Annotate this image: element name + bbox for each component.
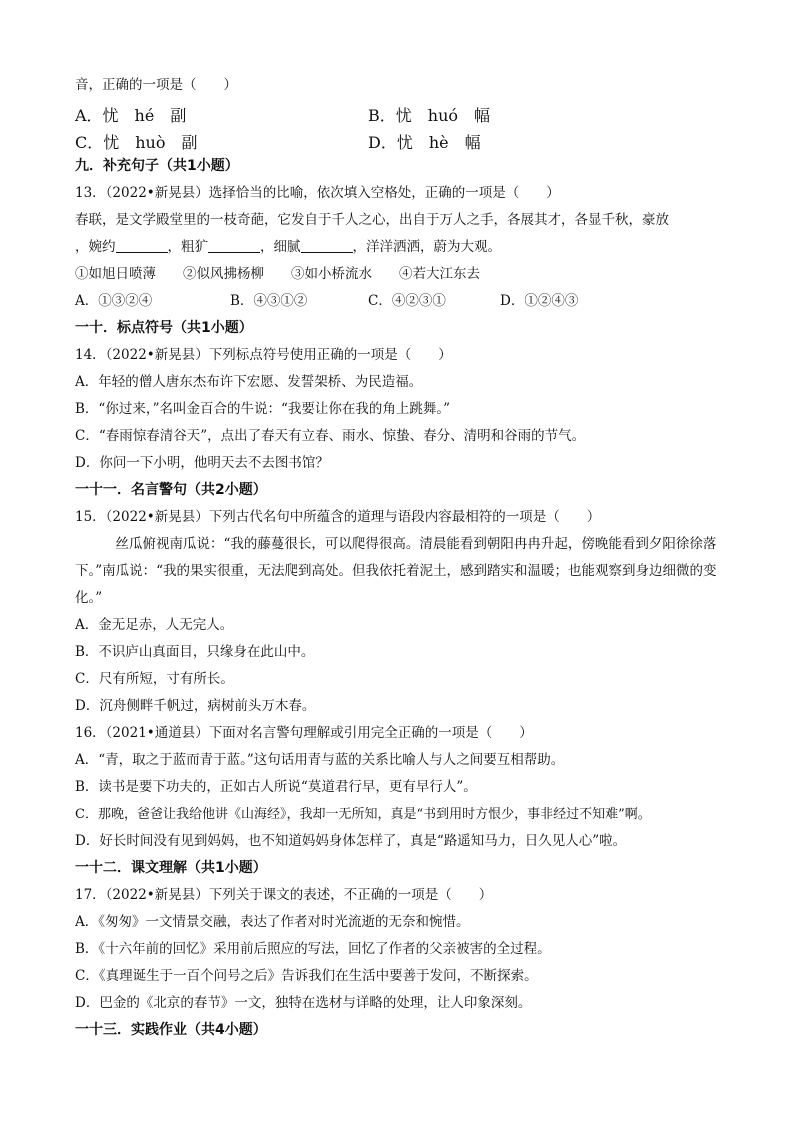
q12-options-row1: [75, 99, 725, 126]
q13-text-part-c: ，细腻: [260, 239, 301, 255]
q17-option-a[interactable]: A．《匆匆》一文情景交融，表达了作者对时光流逝的无奈和惋惜。: [75, 914, 470, 930]
q13-option-d[interactable]: D．①②④③: [500, 293, 579, 309]
q13-blank-3[interactable]: [301, 238, 353, 253]
q13-option-c[interactable]: C．④②③①: [368, 293, 446, 309]
q15-option-b[interactable]: B．不识庐山真面目，只缘身在此山中。: [75, 644, 315, 660]
section-13-heading: 一十三．实践作业（共4小题）: [75, 1022, 267, 1038]
q16-option-b[interactable]: B．读书是要下功夫的，正如古人所说“莫道君行早，更有早行人”。: [75, 779, 477, 795]
section-12-heading: 一十二．课文理解（共1小题）: [75, 860, 267, 876]
q15-stem: 15．（2022•新晃县）下列古代名句中所蕴含的道理与语段内容最相符的一项是（ ）: [75, 509, 601, 525]
q17-option-b[interactable]: B．《十六年前的回忆》采用前后照应的写法，回忆了作者的父亲被害的全过程。: [75, 941, 551, 957]
q12-stem-tail: 音，正确的一项是（ ）: [75, 77, 237, 93]
q17-option-d[interactable]: D．巴金的《北京的春节》一文，独特在选材与详略的处理，让人印象深刻。: [75, 995, 532, 1011]
q14-option-c[interactable]: C．“春雨惊春清谷天”，点出了春天有立春、雨水、惊蛰、春分、清明和谷雨的节气。: [75, 428, 586, 444]
q14-option-d[interactable]: D．你问一下小明，他明天去不去图书馆？: [75, 455, 329, 471]
q13-option-b[interactable]: B．④③①②: [230, 293, 308, 309]
q12-option-c[interactable]: C．忧 huò 副: [75, 133, 198, 152]
section-10-heading: 一十．标点符号（共1小题）: [75, 320, 253, 336]
q12-options-row2: [75, 126, 725, 153]
q14-stem: 14．（2022•新晃县）下列标点符号使用正确的一项是（ ）: [75, 347, 452, 363]
q15-option-c[interactable]: C．尺有所短，寸有所长。: [75, 671, 234, 687]
q12-option-b[interactable]: B．忧 huó 幅: [368, 106, 491, 125]
q16-option-a[interactable]: A．“青，取之于蓝而青于蓝。”这句话用青与蓝的关系比喻人与人之间要互相帮助。: [75, 752, 565, 768]
q12-option-a[interactable]: A．忧 hé 副: [75, 106, 187, 125]
q13-text-line2: [75, 234, 725, 261]
q15-passage: 丝瓜俯视南瓜说：“我的藤蔓很长，可以爬得很高。清晨能看到朝阳冉冉升起，傍晚能看到夕阳徐徐落下。”南瓜说：“我的果实很重，无法爬到高处。但我依托着泥土，感到踏实和温暖；也能观察到身边细微的变化。”: [75, 536, 717, 606]
q16-option-c[interactable]: C．那晚，爸爸让我给他讲《山海经》，我却一无所知，真是“书到用时方恨少，事非经过不知难”啊。: [75, 807, 651, 822]
q17-stem: 17．（2022•新晃县）下列关于课文的表述，不正确的一项是（ ）: [75, 887, 493, 903]
q13-text-line1: 春联，是文学殿堂里的一枝奇葩，它发自于千人之心，出自于万人之手，各展其才，各显千秋，豪放: [75, 212, 669, 228]
q13-blank-1[interactable]: [116, 238, 168, 253]
q13-stem: 13．（2022•新晃县）选择恰当的比喻，依次填入空格处，正确的一项是（ ）: [75, 185, 560, 201]
q13-blank-2[interactable]: [208, 238, 260, 253]
q14-option-a[interactable]: A．年轻的僧人唐东杰布许下宏愿、发誓架桥、为民造福。: [75, 374, 423, 390]
q12-option-d[interactable]: D．忧 hè 幅: [368, 133, 481, 152]
q14-option-b[interactable]: B．“你过来，”名叫金百合的牛说：“我要让你在我的角上跳舞。”: [75, 401, 451, 417]
q13-options: [75, 288, 725, 315]
document-page: [75, 70, 725, 1044]
q16-stem: 16．（2021•通道县）下面对名言警句理解或引用完全正确的一项是（ ）: [75, 725, 533, 741]
section-11-heading: 一十一．名言警句（共2小题）: [75, 482, 267, 498]
q13-text-part-b: ，粗犷: [167, 239, 208, 255]
q13-option-a[interactable]: A．①③②④: [75, 293, 153, 309]
q17-option-c[interactable]: C．《真理诞生于一百个问号之后》告诉我们在生活中要善于发问，不断探索。: [75, 968, 538, 984]
section-9-heading: 九．补充句子（共1小题）: [75, 158, 239, 174]
q15-option-d[interactable]: D．沉舟侧畔千帆过，病树前头万木春。: [75, 698, 316, 714]
q13-text-part-d: ，洋洋洒洒，蔚为大观。: [352, 239, 501, 255]
q13-choices: ①如旭日喷薄 ②似风拂杨柳 ③如小桥流水 ④若大江东去: [75, 266, 480, 282]
q15-option-a[interactable]: A．金无足赤，人无完人。: [75, 617, 234, 633]
q13-text-part-a: ，婉约: [75, 239, 116, 255]
q16-option-d[interactable]: D．好长时间没有见到妈妈，也不知道妈妈身体怎样了，真是“路遥知马力，日久见人心”啦。: [75, 833, 627, 849]
